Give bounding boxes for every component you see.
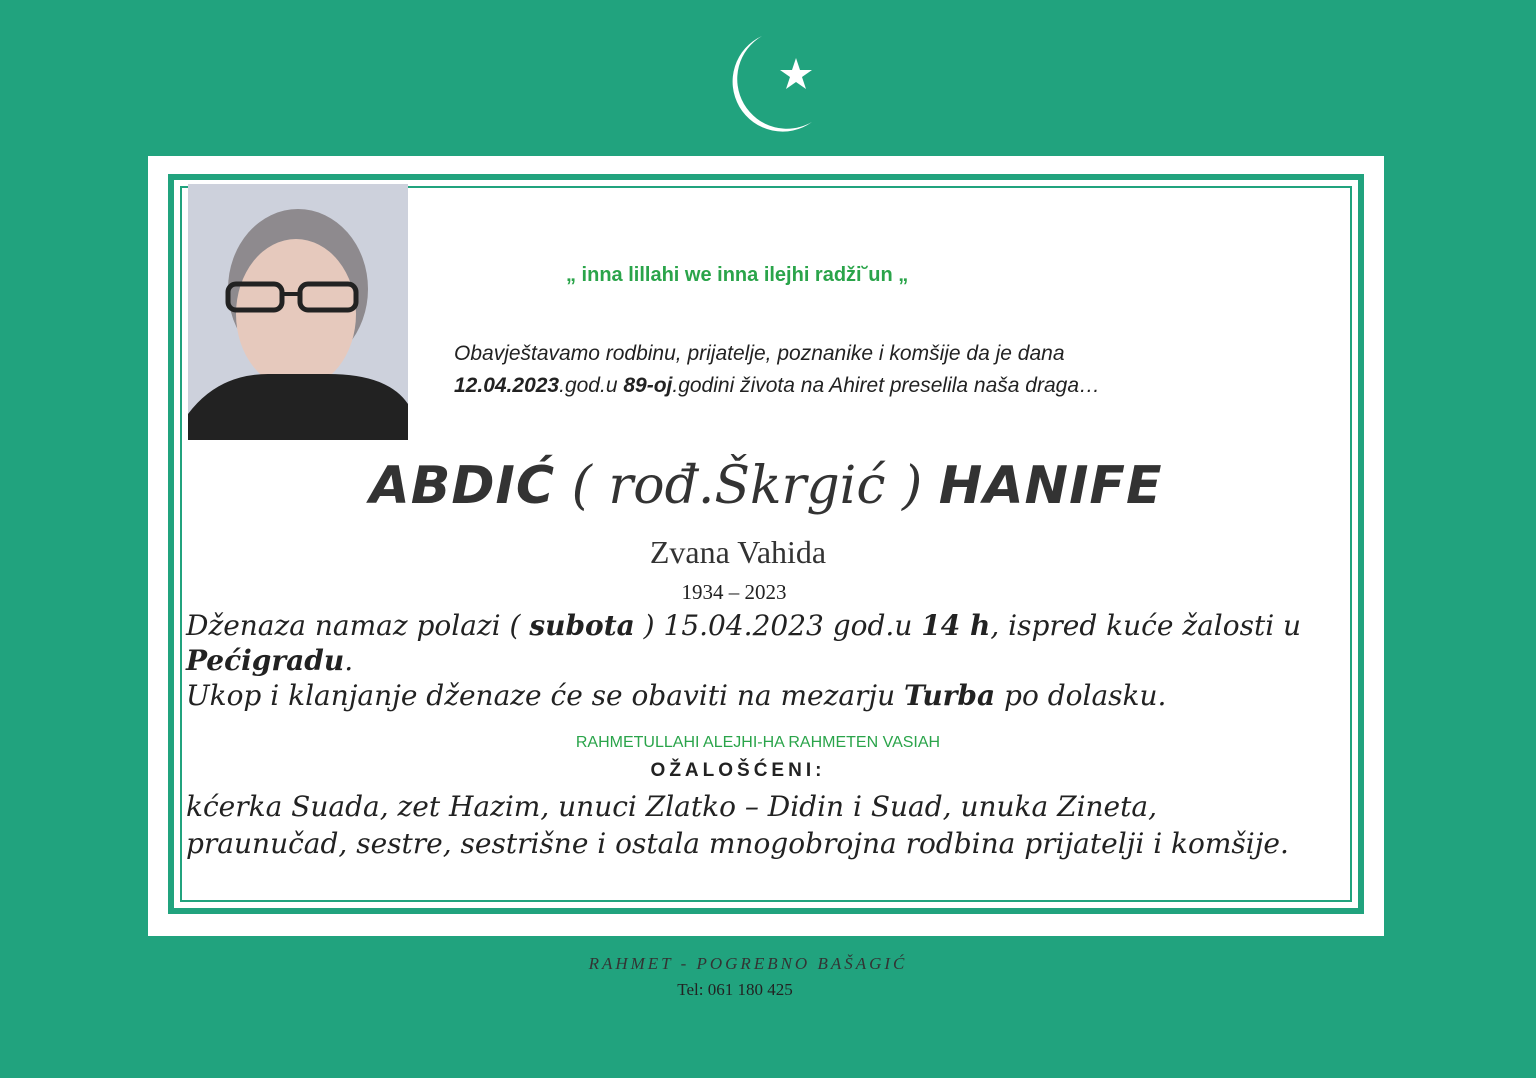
funeral-home-phone: Tel: 061 180 425 bbox=[677, 980, 793, 999]
surname: ABDIĆ bbox=[369, 456, 556, 516]
maiden-name: ( rođ.Škrgić ) bbox=[571, 456, 923, 516]
announcement-text: Obavještavamo rodbinu, prijatelje, poznanike i komšije da je dana 12.04.2023.god.u 89-oj.godini života na Ahiret preselila naša draga… bbox=[454, 342, 1100, 397]
life-years: 1934 – 2023 bbox=[681, 580, 787, 604]
nickname: Zvana Vahida bbox=[649, 534, 827, 570]
first-name: HANIFE bbox=[938, 456, 1163, 516]
obituary-card bbox=[148, 156, 1384, 936]
crescent-star-icon bbox=[700, 30, 830, 140]
blessing-text: RAHMETULLAHI ALEJHI-HA RAHMETEN VASIAH bbox=[575, 734, 941, 751]
deceased-photo bbox=[188, 184, 408, 440]
mourners-list: kćerka Suada, zet Hazim, unuci Zlatko – Didin i Suad, unuka Zineta, praunučad, sestre, sestrišne i ostala mnogobrojna rodbina prijatelji i komšije. bbox=[186, 790, 1289, 860]
funeral-details: Dženaza namaz polazi ( subota ) 15.04.2023 god.u 14 h, ispred kuće žalosti u Pećigradu. Ukop i klanjanje dženaze će se obaviti na mezarju Turba po dolasku. bbox=[186, 609, 1302, 712]
deceased-name bbox=[148, 456, 1384, 516]
prayer-quote: „ inna lillahi we inna ilejhi radži˘un „ bbox=[566, 264, 909, 286]
mourners-heading: OŽALOŠĆENI: bbox=[650, 760, 826, 781]
funeral-home-name: RAHMET - POGREBNO BAŠAGIĆ bbox=[588, 954, 908, 973]
